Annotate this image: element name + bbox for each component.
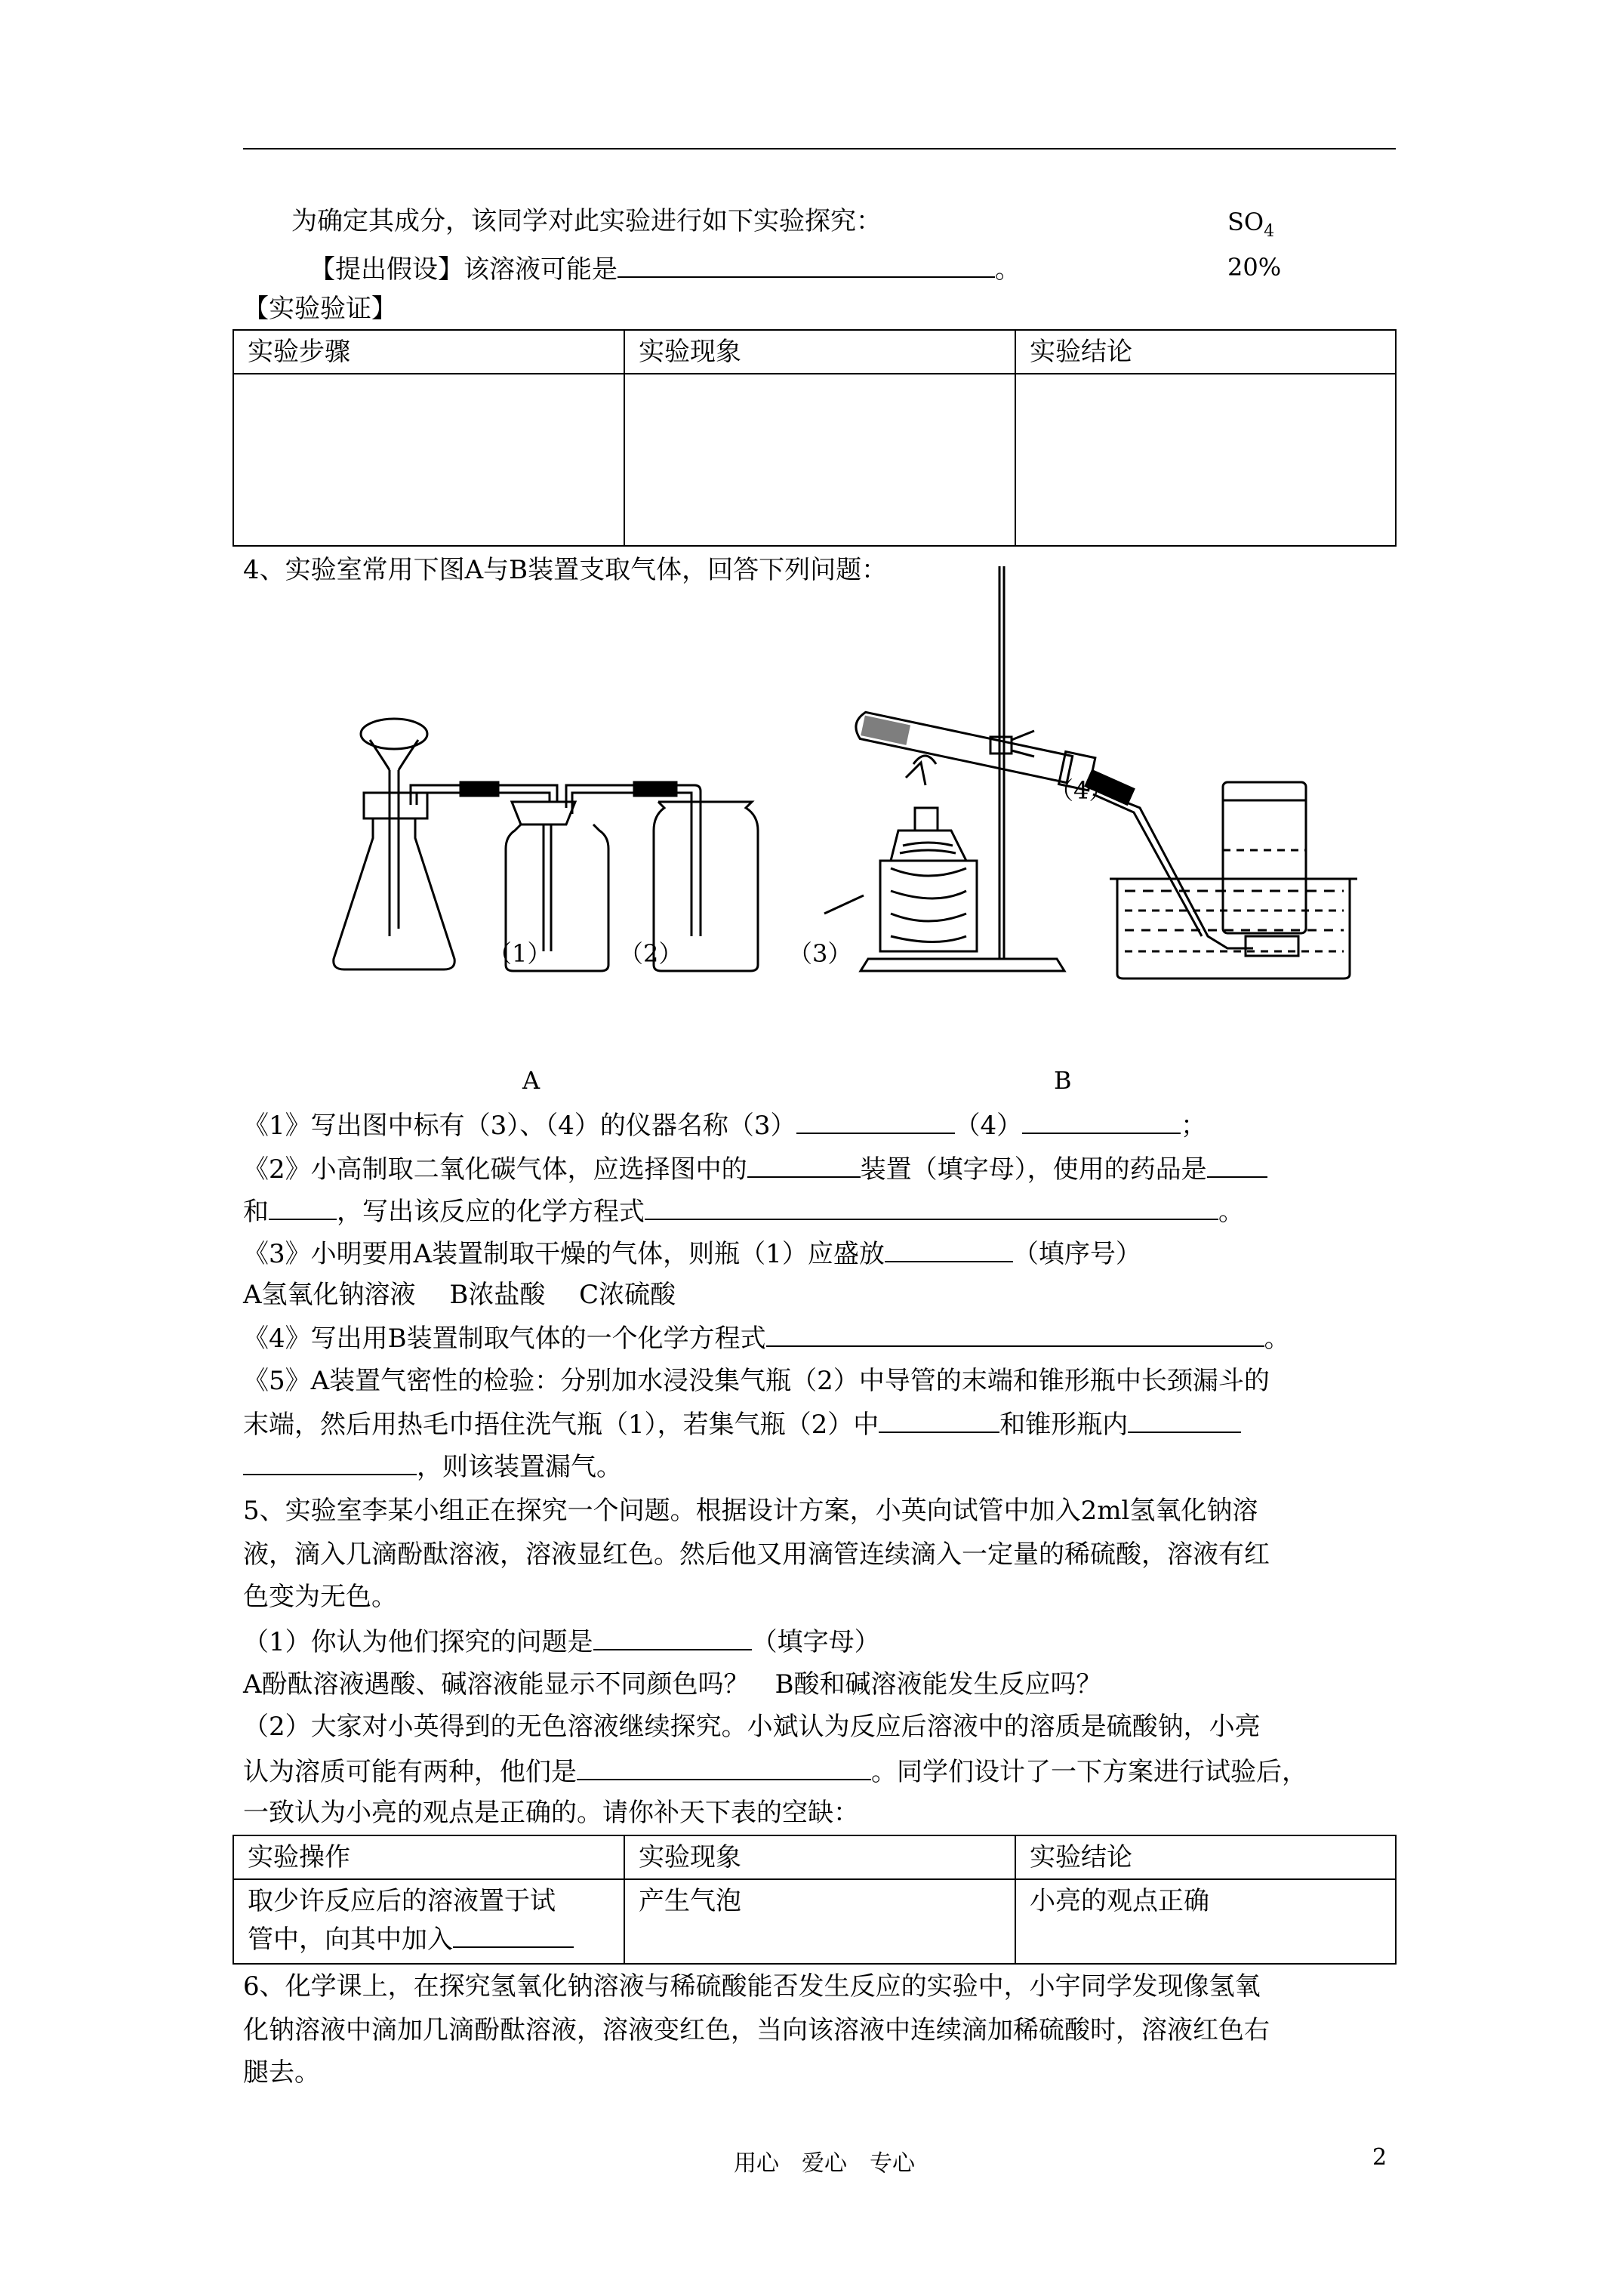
table2-header-conclusion: 实验结论: [1015, 1835, 1396, 1879]
blank-reagent-1[interactable]: [1207, 1149, 1267, 1178]
blank-instrument-3[interactable]: [796, 1105, 955, 1134]
q6-line1: 6、化学课上，在探究氢氧化钠溶液与稀硫酸能否发生反应的实验中，小宇同学发现像氢氧: [243, 1971, 1261, 2002]
side-note-so4: $SO_4$: [1227, 208, 1275, 241]
stand-base: [861, 959, 1064, 971]
q6-line3: 腿去。: [243, 2057, 320, 2088]
q4-part2: 《2》小高制取二氧化碳气体，应选择图中的 装置（填字母），使用的药品是: [243, 1149, 1267, 1188]
table1-cell-phenomenon[interactable]: [624, 374, 1015, 546]
q4-part3-options: A氢氧化钠溶液 B浓盐酸 C浓硫酸: [243, 1280, 676, 1310]
q4-part5-line2: 末端，然后用热毛巾捂住洗气瓶（1），若集气瓶（2）中 和锥形瓶内: [243, 1404, 1241, 1444]
q4-part3: 《3》小明要用A装置制取干燥的气体，则瓶（1）应盛放 （填序号）: [243, 1234, 1141, 1273]
table1-header-steps: 实验步骤: [233, 330, 624, 374]
table1-header-conclusion: 实验结论: [1015, 330, 1396, 374]
q5-line1: 5、实验室李某小组正在探究一个问题。根据设计方案，小英向试管中加入2ml氢氧化钠溶: [243, 1496, 1258, 1526]
table2-cell-conclusion: 小亮的观点正确: [1015, 1879, 1396, 1964]
hypothesis-line: 【提出假设】该溶液可能是 。: [310, 249, 1021, 288]
figure-label-b: B: [1054, 1066, 1072, 1095]
alcohol-lamp: [891, 831, 966, 861]
table1-header-phenomenon: 实验现象: [624, 330, 1015, 374]
thistle-funnel-top: [361, 719, 427, 749]
q4-title: 4、实验室常用下图A与B装置支取气体，回答下列问题：: [243, 555, 888, 585]
delivery-tube: [1087, 787, 1253, 948]
q6-line2: 化钠溶液中滴加几滴酚酞溶液，溶液变红色，当向该溶液中连续滴加稀硫酸时，溶液红色右: [243, 2015, 1270, 2045]
verify-title: 【实验验证】: [243, 294, 397, 324]
blank-apparatus-choice[interactable]: [747, 1149, 861, 1178]
intro-text: 为确定其成分，该同学对此实验进行如下实验探究：: [291, 206, 882, 236]
header-rule: [243, 148, 1396, 149]
q4-part4: 《4》写出用B装置制取气体的一个化学方程式 。: [243, 1318, 1290, 1358]
side-note-percent: 20%: [1227, 253, 1282, 282]
table1-cell-steps[interactable]: [233, 374, 624, 546]
label-4: （4）: [1049, 776, 1113, 805]
operation-table: [233, 1835, 1397, 1965]
blank-research-question[interactable]: [593, 1622, 752, 1650]
q4-part5-line3: ，则该装置漏气。: [243, 1447, 622, 1486]
verification-table: [233, 329, 1397, 547]
blank-flask-phenomenon-cont[interactable]: [243, 1447, 417, 1475]
q5-line7: 认为溶质可能有两种，他们是 。同学们设计了一下方案进行试验后，: [243, 1752, 1307, 1791]
table2-cell-operation: 取少许反应后的溶液置于试 管中，向其中加入: [233, 1879, 624, 1964]
table2-header-phenomenon: 实验现象: [624, 1835, 1015, 1879]
blank-jar-phenomenon[interactable]: [879, 1404, 999, 1433]
table1-cell-conclusion[interactable]: [1015, 374, 1396, 546]
blank-bottle-content[interactable]: [885, 1234, 1013, 1262]
q4-part1: 《1》写出图中标有（3）、（4）的仪器名称（3） （4） ；: [243, 1105, 1206, 1145]
q5-line5: A酚酞溶液遇酸、碱溶液能显示不同颜色吗？ B酸和碱溶液能发生反应吗？: [243, 1669, 1102, 1700]
blank-reagent-2[interactable]: [269, 1191, 337, 1220]
figure-label-a: A: [522, 1066, 540, 1095]
q5-line3: 色变为无色。: [243, 1582, 397, 1612]
blank-equation-b[interactable]: [766, 1318, 1264, 1347]
q5-line2: 液，滴入几滴酚酞溶液，溶液显红色。然后他又用滴管连续滴入一定量的稀硫酸，溶液有红: [243, 1539, 1270, 1570]
q5-line6: （2）大家对小英得到的无色溶液继续探究。小斌认为反应后溶液中的溶质是硫酸钠，小亮: [243, 1712, 1261, 1742]
conical-flask: [334, 818, 454, 969]
label-3: （3）: [788, 939, 852, 968]
blank-reagent-added[interactable]: [453, 1919, 574, 1948]
q4-part2-cont: 和 ，写出该反应的化学方程式 。: [243, 1191, 1244, 1231]
hypothesis-blank[interactable]: [617, 249, 995, 278]
table2-header-operation: 实验操作: [233, 1835, 624, 1879]
blank-flask-phenomenon[interactable]: [1128, 1404, 1241, 1433]
water-trough: [1117, 879, 1350, 978]
q4-part5-line1: 《5》A装置气密性的检验：分别加水浸没集气瓶（2）中导管的末端和锥形瓶中长颈漏斗的: [243, 1366, 1270, 1396]
table2-cell-phenomenon: 产生气泡: [624, 1879, 1015, 1964]
footer-motto: 用心 爱心 专心: [734, 2150, 915, 2177]
page-number: 2: [1372, 2144, 1387, 2171]
q5-line8: 一致认为小亮的观点是正确的。请你补天下表的空缺：: [243, 1798, 859, 1828]
blank-instrument-4[interactable]: [1022, 1105, 1181, 1134]
blank-equation-co2[interactable]: [645, 1191, 1218, 1220]
label-1: （1）: [488, 939, 552, 968]
blank-solutes[interactable]: [577, 1752, 871, 1780]
q5-line4: （1）你认为他们探究的问题是 （填字母）: [243, 1622, 880, 1661]
label-2: （2）: [619, 939, 683, 968]
